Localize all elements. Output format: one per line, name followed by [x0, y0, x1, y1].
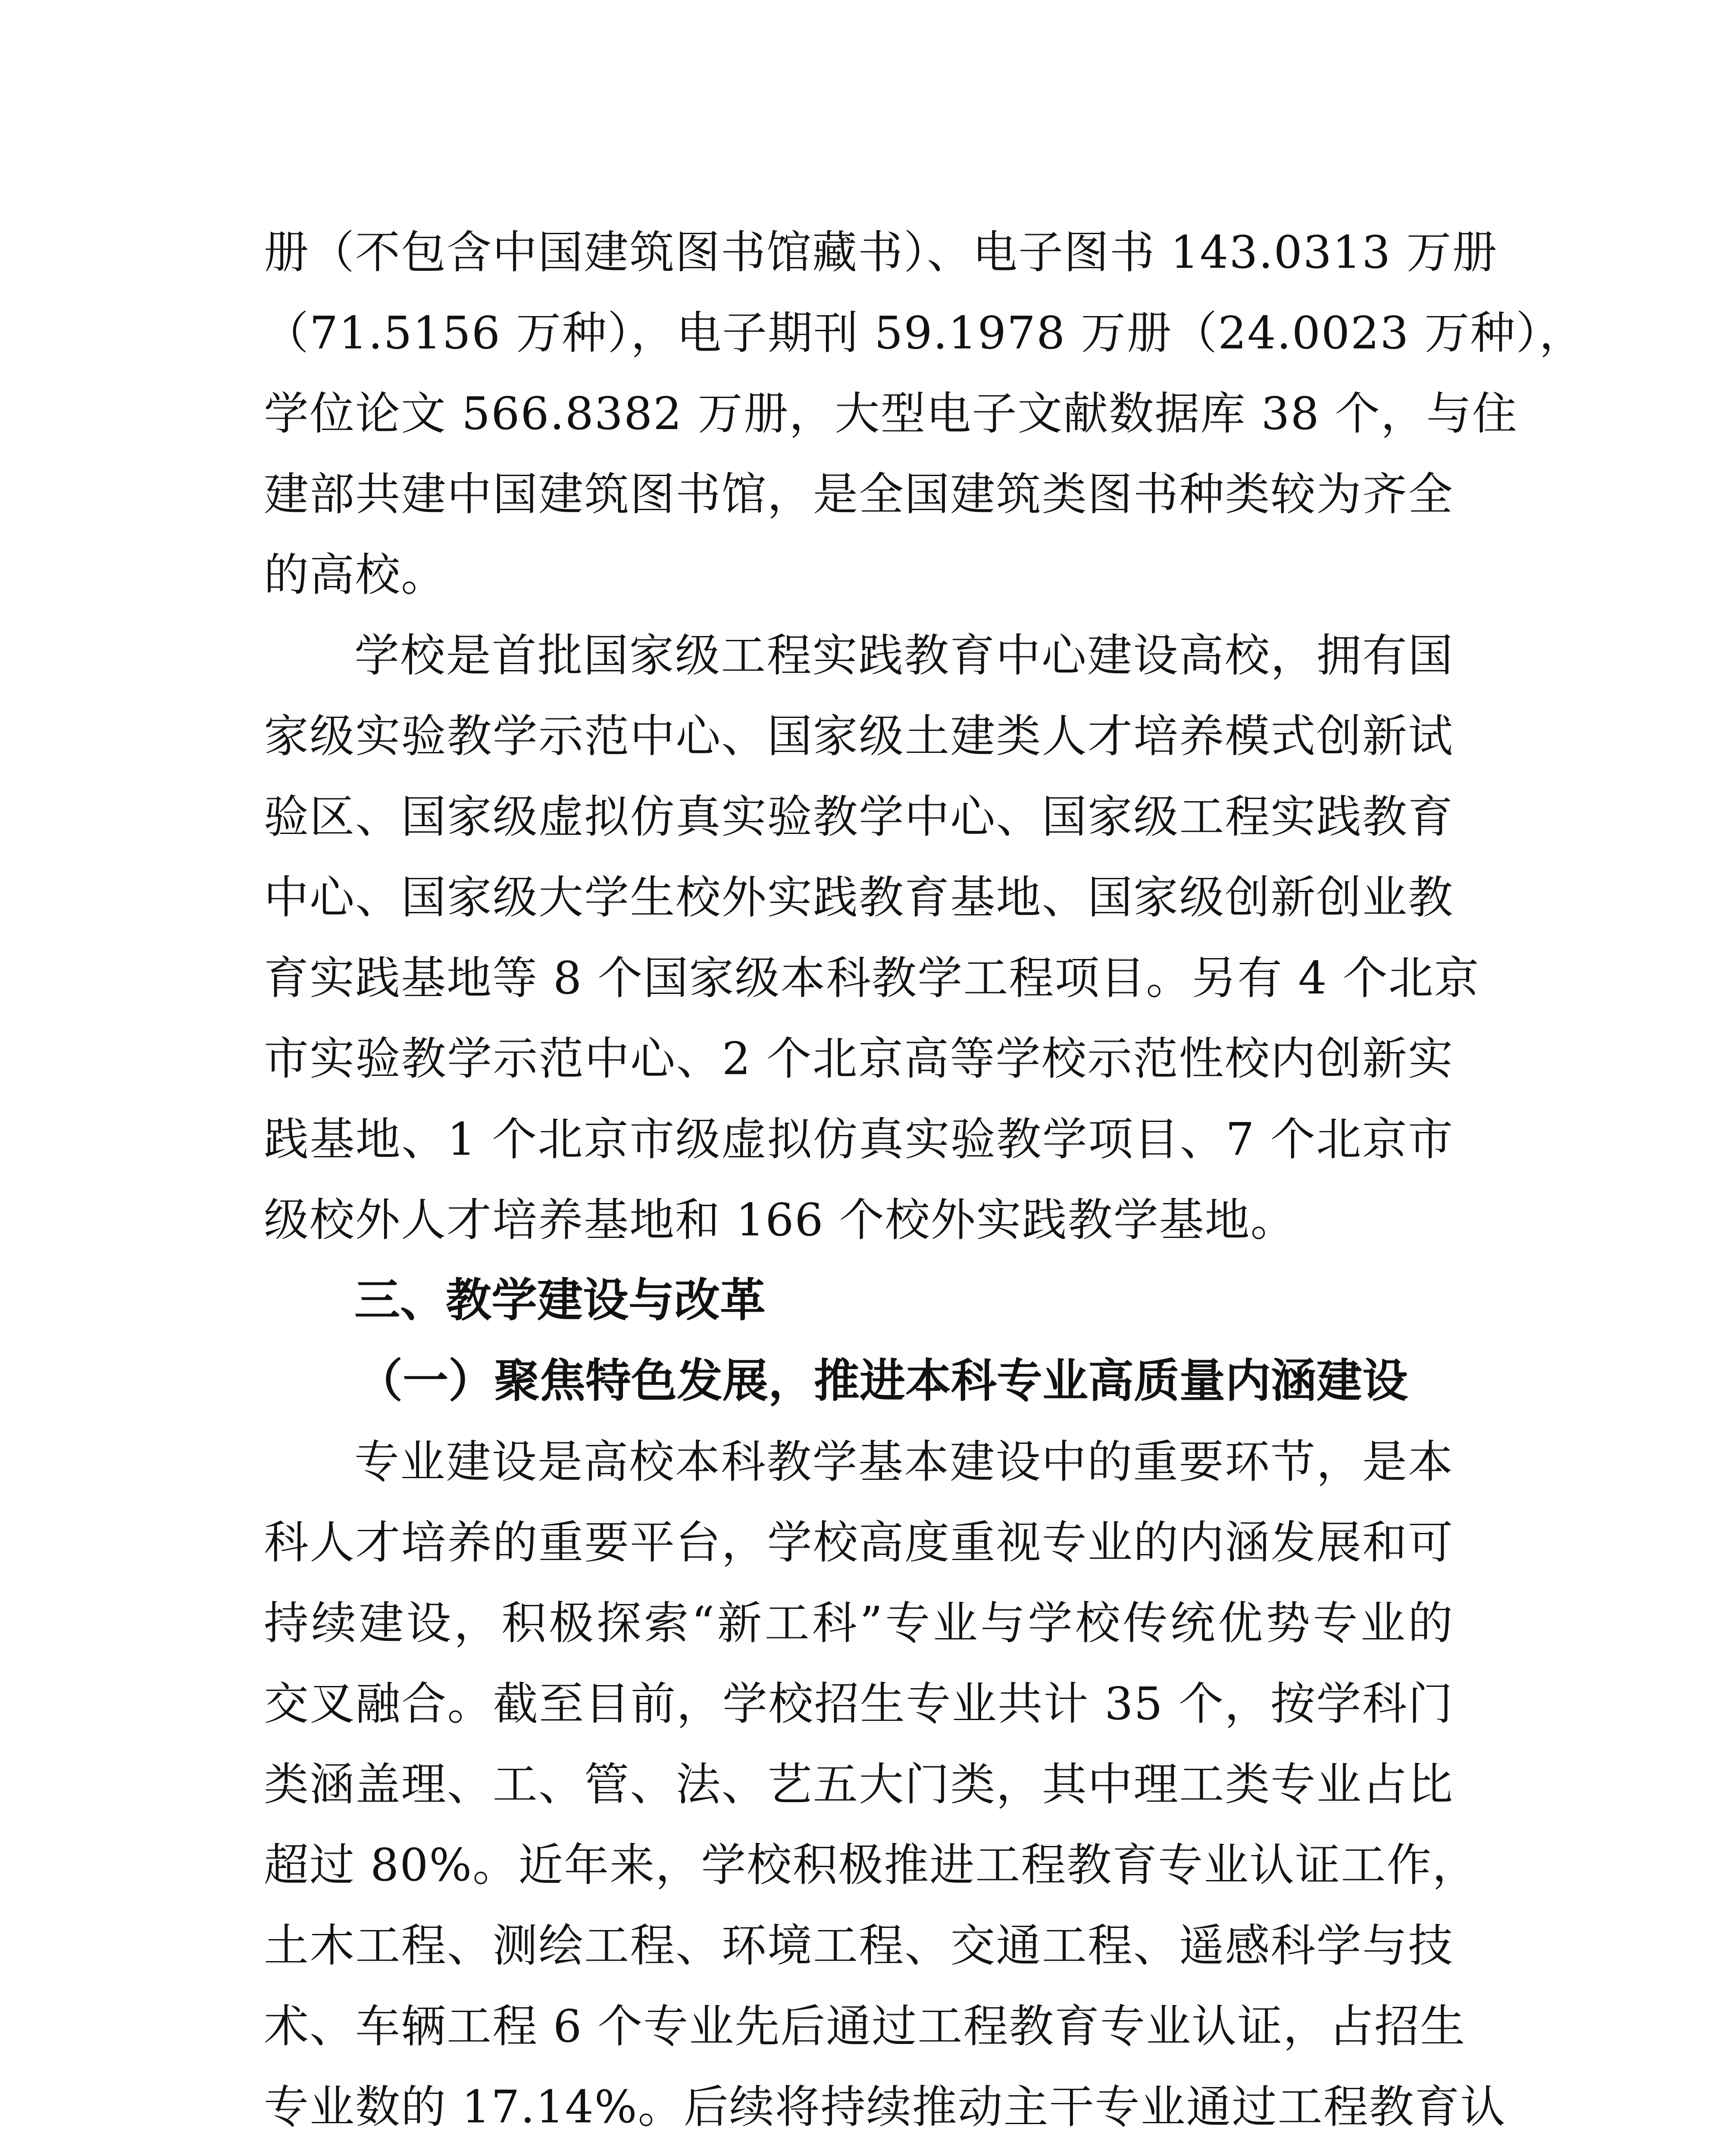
paragraph-line: 市实验教学示范中心、2 个北京高等学校示范性校内创新实: [264, 1032, 1454, 1085]
paragraph-line: 土木工程、测绘工程、环境工程、交通工程、遥感科学与技: [264, 1919, 1454, 1972]
paragraph-line: 专业建设是高校本科教学基本建设中的重要环节，是本: [354, 1435, 1454, 1488]
paragraph-line: 家级实验教学示范中心、国家级土建类人才培养模式创新试: [264, 710, 1454, 762]
paragraph-line: 级校外人才培养基地和 166 个校外实践教学基地。: [264, 1194, 1296, 1246]
subsection-heading: （一）聚焦特色发展，推进本科专业高质量内涵建设: [357, 1354, 1408, 1407]
paragraph-line: （71.5156 万种），电子期刊 59.1978 万册（24.0023 万种），: [264, 307, 1585, 359]
paragraph-line: 践基地、1 个北京市级虚拟仿真实验教学项目、7 个北京市: [264, 1113, 1454, 1166]
paragraph-line: 超过 80%。近年来，学校积极推进工程教育专业认证工作，: [264, 1839, 1478, 1891]
paragraph-line: 建部共建中国建筑图书馆，是全国建筑类图书种类较为齐全: [264, 468, 1454, 520]
paragraph-line: 育实践基地等 8 个国家级本科教学工程项目。另有 4 个北京: [264, 952, 1480, 1004]
paragraph-line: 专业数的 17.14%。后续将持续推动主干专业通过工程教育认: [264, 2081, 1506, 2133]
paragraph-line: 验区、国家级虚拟仿真实验教学中心、国家级工程实践教育: [264, 790, 1454, 843]
paragraph-line: 科人才培养的重要平台，学校高度重视专业的内涵发展和可: [264, 1516, 1454, 1569]
paragraph-line: 学校是首批国家级工程实践教育中心建设高校，拥有国: [354, 629, 1454, 682]
paragraph-line: 交叉融合。截至目前，学校招生专业共计 35 个，按学科门: [264, 1677, 1454, 1730]
paragraph-line: 中心、国家级大学生校外实践教育基地、国家级创新创业教: [264, 871, 1454, 924]
paragraph-line: 术、车辆工程 6 个专业先后通过工程教育专业认证，占招生: [264, 2000, 1466, 2053]
paragraph-line: 类涵盖理、工、管、法、艺五大门类，其中理工类专业占比: [264, 1758, 1454, 1811]
section-heading: 三、教学建设与改革: [354, 1274, 766, 1327]
paragraph-line: 持续建设，积极探索“新工科”专业与学校传统优势专业的: [264, 1597, 1454, 1649]
paragraph-line: 册（不包含中国建筑图书馆藏书）、电子图书 143.0313 万册: [264, 226, 1498, 279]
paragraph-line: 的高校。: [264, 548, 447, 601]
paragraph-line: 学位论文 566.8382 万册，大型电子文献数据库 38 个，与住: [264, 387, 1518, 440]
